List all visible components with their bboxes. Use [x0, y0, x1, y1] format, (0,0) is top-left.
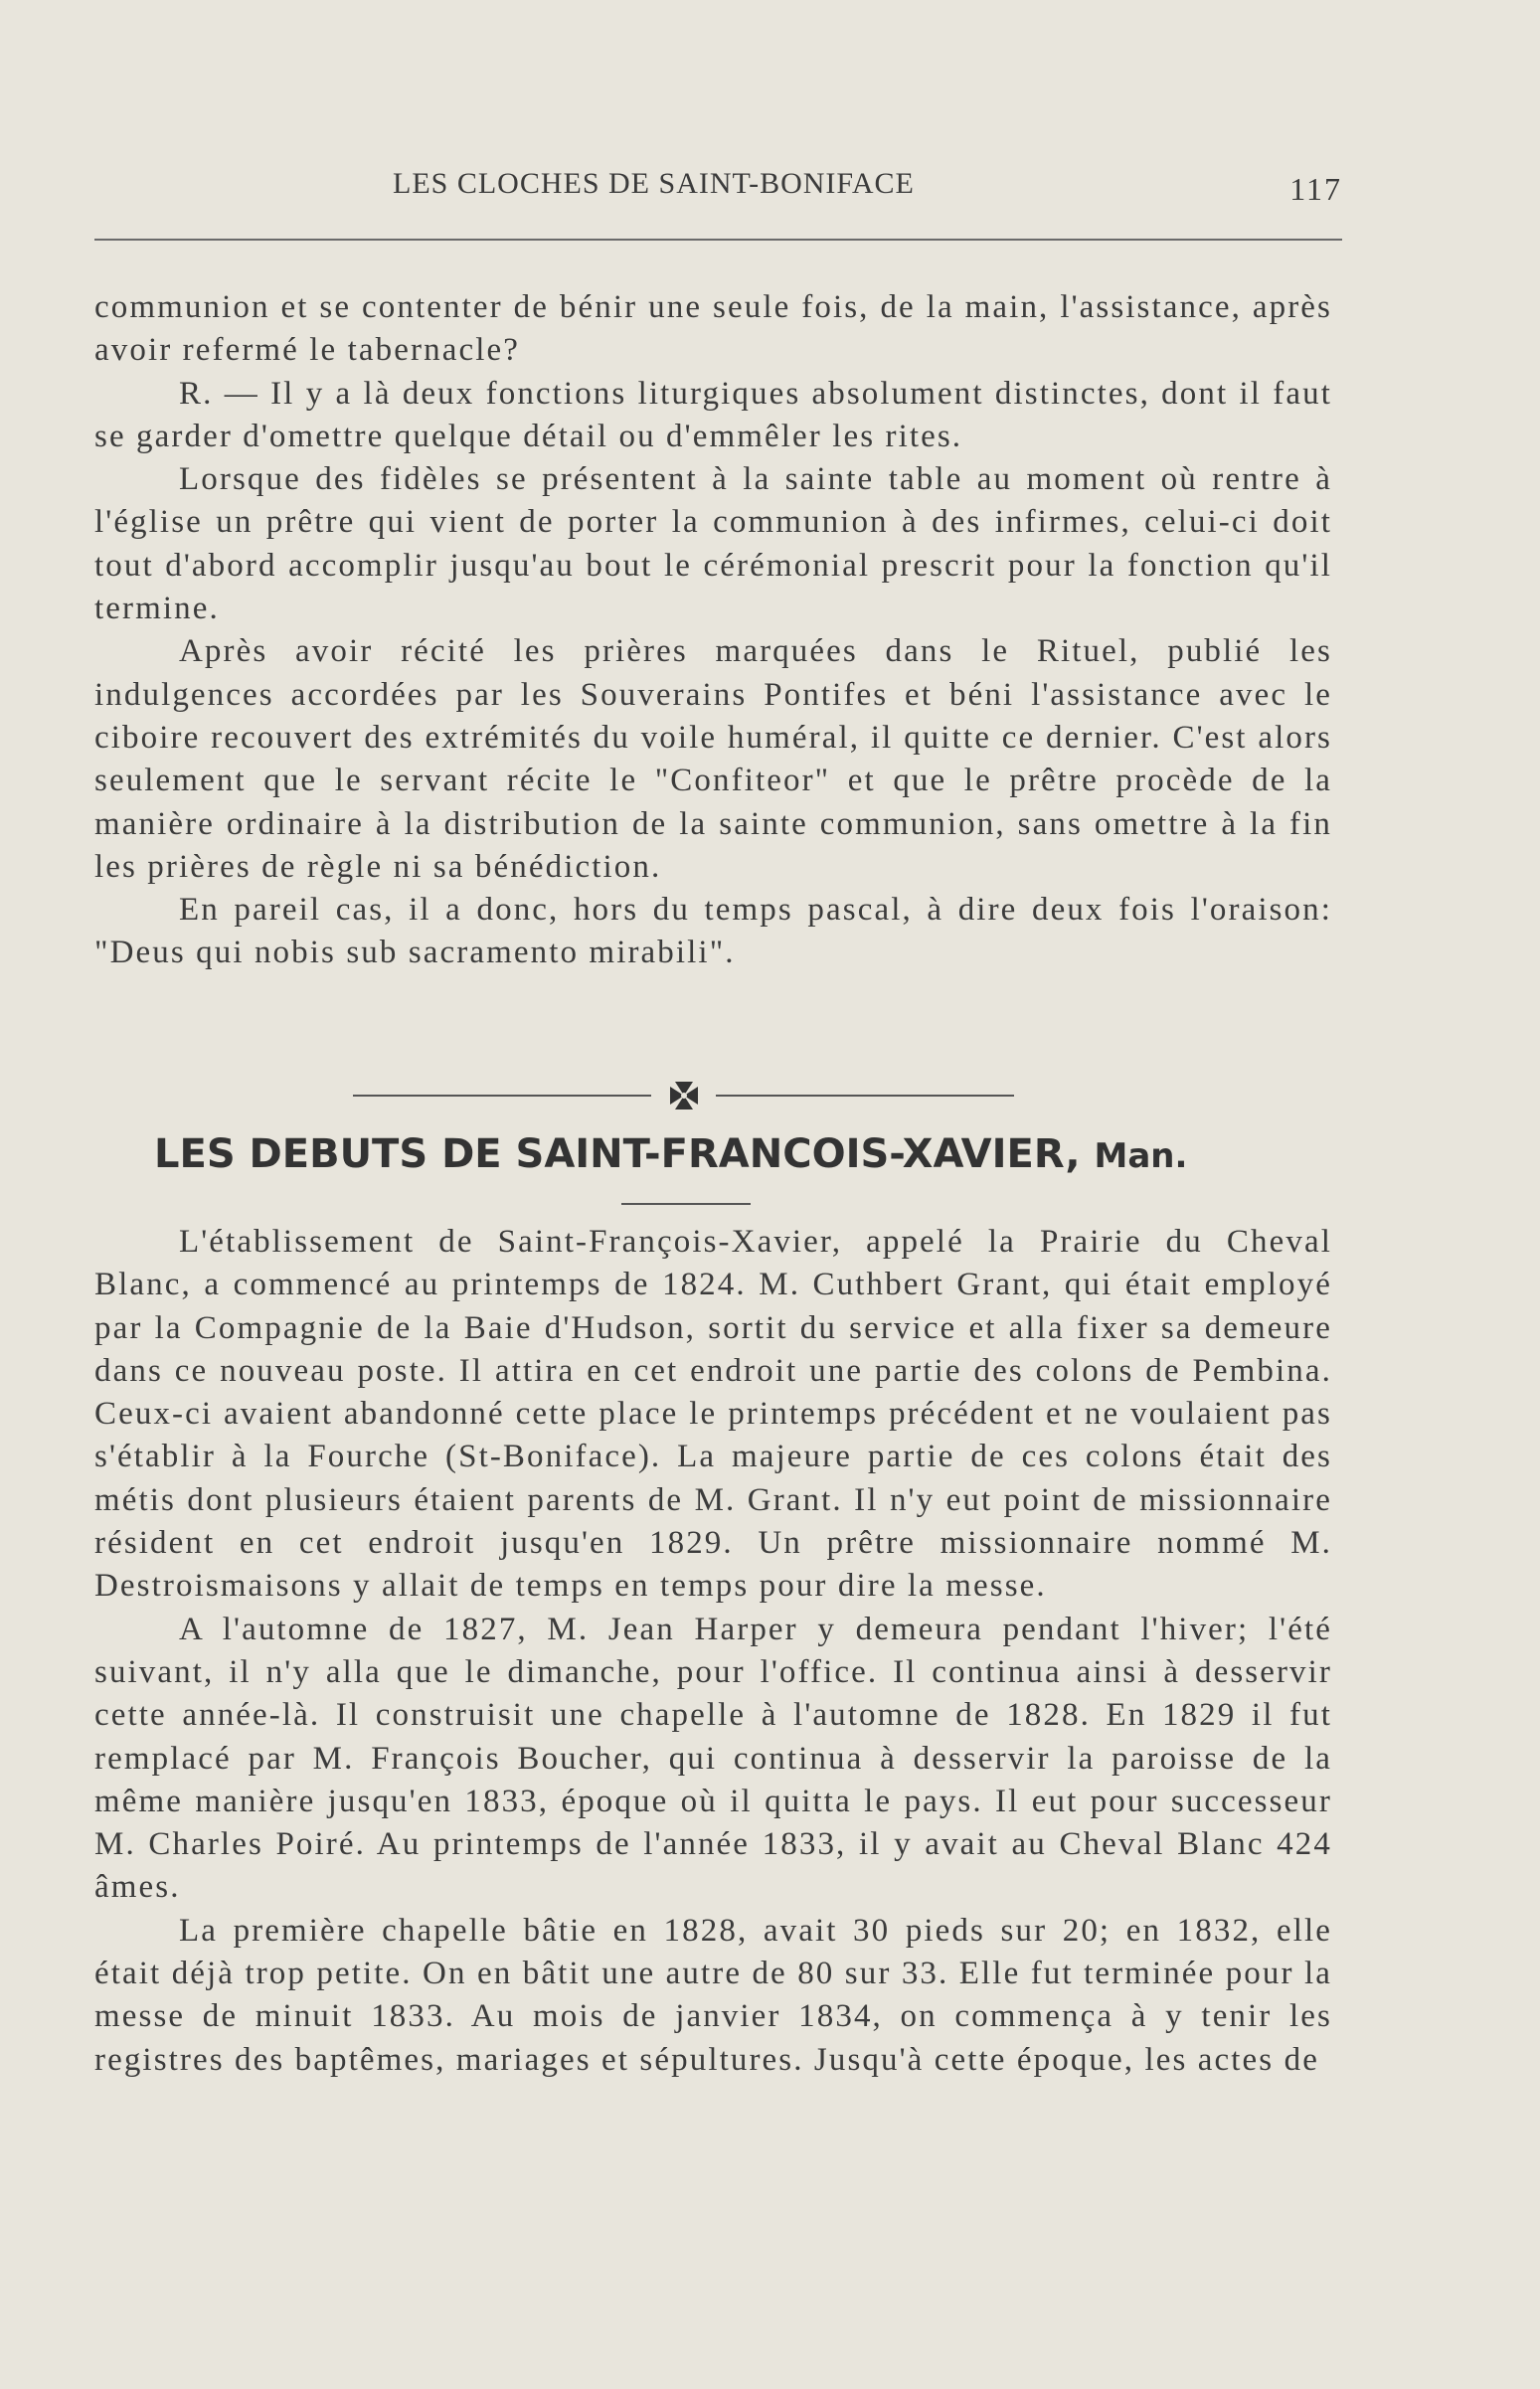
section-title-place: Man. — [1094, 1136, 1188, 1176]
paragraph: Après avoir récité les prières marquées dans le Rituel, publié les indulgences accordées par les Souverains Pontifes et béni l'assistance avec le ciboire recouvert des extrémités du voile huméral, il quitte ce dernier. C'est alors seulement que le servant récite le "Confiteor" et que le prêtre procède de la manière ordinaire à la distribution de la sainte communion, sans omettre à la fin les prières de règle ni sa bénédiction. — [94, 633, 1332, 885]
separator-line-left — [353, 1095, 651, 1097]
paragraph: En pareil cas, il a donc, hors du temps pascal, à dire deux fois l'oraison: "Deus qui nobis sub sacramento mirabili". — [94, 892, 1332, 971]
page-number: 117 — [1289, 171, 1342, 207]
paragraph: R. — Il y a là deux fonctions liturgiques absolument distinctes, dont il faut se garder d'omettre quelque détail ou d'emmêler les rites. — [94, 375, 1332, 454]
paragraph: L'établissement de Saint-François-Xavier, appelé la Prairie du Cheval Blanc, a commencé au printemps de 1824. M. Cuthbert Grant, qui était employé par la Compagnie de la Baie d'Hudson, sortit du service et alla fixer sa demeure dans ce nouveau poste. Il attira en cet endroit une partie des colons de Pembina. Ceux-ci avaient abandonné cette place le printemps précédent et ne voulaient pas s'établir à la Fourche (St-Boniface). La majeure partie de ces colons était des métis dont plusieurs étaient parents de M. Grant. Il n'y eut point de missionnaire résident en cet endroit jusqu'en 1829. Un prêtre missionnaire nommé M. Destroismaisons y allait de temps en temps pour dire la messe. — [94, 1224, 1332, 1605]
separator-line-right — [716, 1095, 1014, 1097]
maltese-cross-icon — [667, 1079, 701, 1112]
section-title — [154, 1131, 1287, 1177]
section-title-main: LES DEBUTS DE SAINT-FRANCOIS-XAVIER, — [154, 1131, 1081, 1177]
section-separator — [353, 1076, 1014, 1115]
header-rule — [94, 239, 1342, 241]
paragraph: Lorsque des fidèles se présentent à la sainte table au moment où rentre à l'église un prêtre qui vient de porter la communion à des infirmes, celui-ci doit tout d'abord accomplir jusqu'au bout le cérémonial prescrit pour la fonction qu'il termine. — [94, 461, 1332, 627]
paragraph: communion et se contenter de bénir une seule fois, de la main, l'assistance, après avoir refermé le tabernacle? — [94, 289, 1332, 369]
article-body — [94, 1221, 1332, 2082]
article-continued — [94, 286, 1332, 975]
paragraph: La première chapelle bâtie en 1828, avait 30 pieds sur 20; en 1832, elle était déjà trop petite. On en bâtit une autre de 80 sur 33. Elle fut terminée pour la messe de minuit 1833. Au mois de janvier 1834, on commença à y tenir les registres des baptêmes, mariages et sépultures. Jusqu'à cette époque, les actes de — [94, 1912, 1332, 2078]
running-title: LES CLOCHES DE SAINT-BONIFACE — [393, 167, 915, 200]
paragraph: A l'automne de 1827, M. Jean Harper y demeura pendant l'hiver; l'été suivant, il n'y alla que le dimanche, pour l'office. Il continua ainsi à desservir cette année-là. Il construisit une chapelle à l'automne de 1828. En 1829 il fut remplacé par M. François Boucher, qui continua à desservir la paroisse de la même manière jusqu'en 1833, époque où il quitta le pays. Il eut pour successeur M. Charles Poiré. Au printemps de l'année 1833, il y avait au Cheval Blanc 424 âmes. — [94, 1611, 1332, 1906]
title-rule — [621, 1203, 751, 1205]
page-header — [94, 167, 1342, 207]
